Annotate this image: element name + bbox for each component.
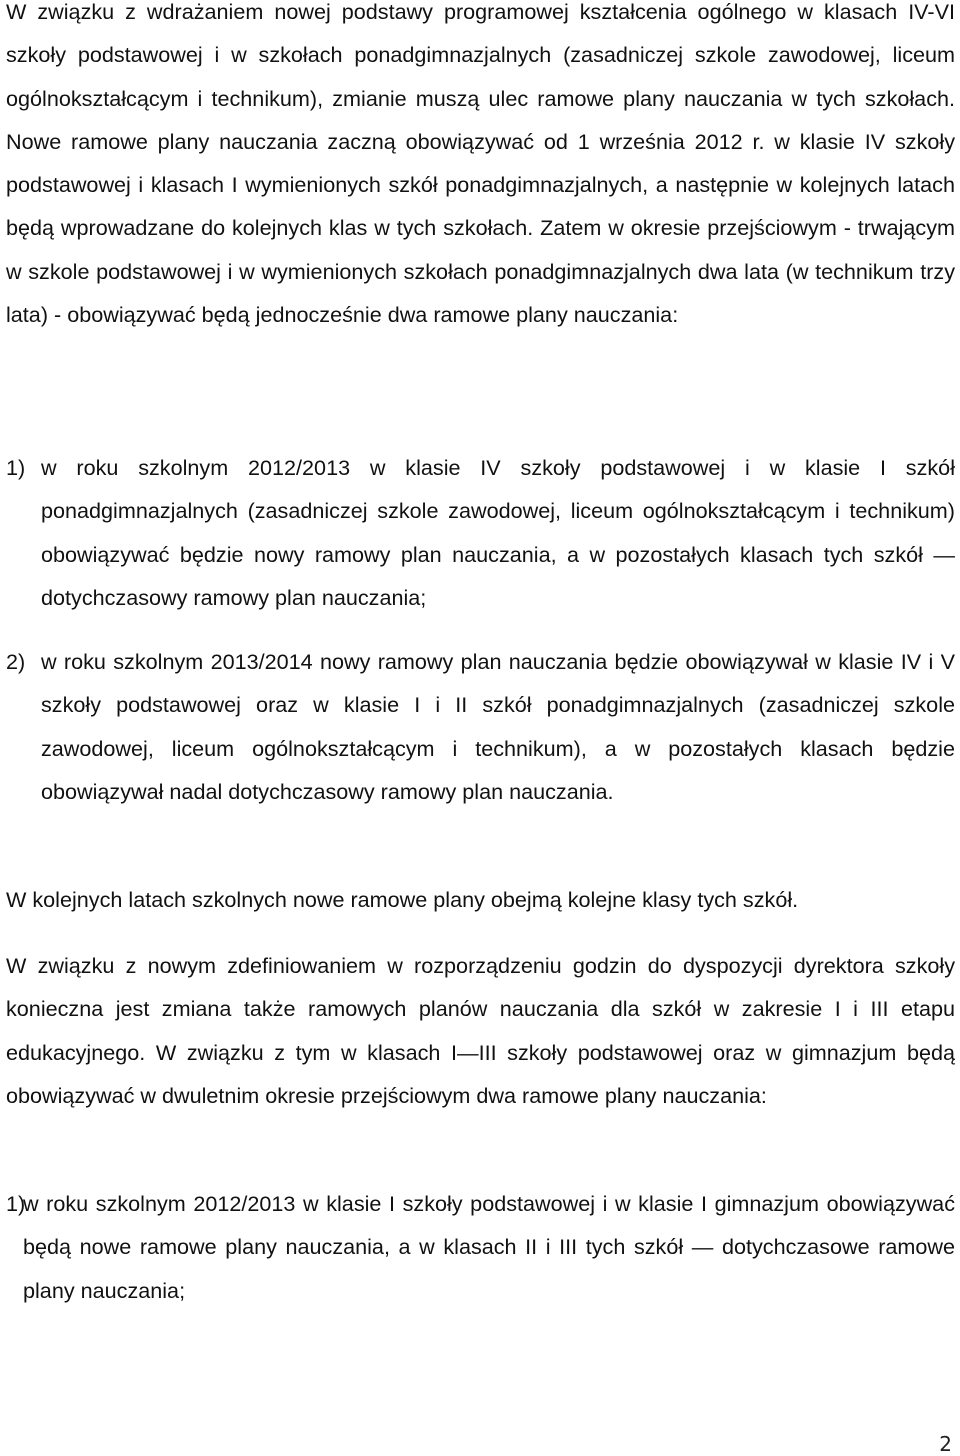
list-item xyxy=(0,1182,960,1312)
list-item-text: w roku szkolnym 2013/2014 nowy ramowy plan nauczania będzie obowiązywał w klasie IV i V szkoły podstawowej oraz w klasie I i II szkół ponadgimnazjalnych (zasadniczej szkole zawodowej, liceum ogólnokształcącym i technikum), a w pozostałych klasach będzie obowiązywał nadal dotychczasowy ramowy plan nauczania. xyxy=(41,649,955,804)
list-item-text: w roku szkolnym 2012/2013 w klasie IV szkoły podstawowej i w klasie I szkół ponadgimnazjalnych (zasadniczej szkole zawodowej, liceum ogólnokształcącym i technikum) obowiązywać będzie nowy ramowy plan nauczania, a w pozostałych klasach tych szkół — dotychczasowy ramowy plan nauczania; xyxy=(41,455,955,610)
transition-list-1 xyxy=(0,446,960,619)
list-item-number: 1) xyxy=(6,455,26,480)
stage-change-paragraph: W związku z nowym zdefiniowaniem w rozporządzeniu godzin do dyspozycji dyrektora szkoły konieczna jest zmiana także ramowych planów nauczania dla szkół w zakresie I i III etapu edukacyjnego. W związku z tym w klasach I—III szkoły podstawowej oraz w gimnazjum będą obowiązywać w dwuletnim okresie przejściowym dwa ramowe plany nauczania: xyxy=(6,953,955,1108)
page-number: 2 xyxy=(939,1432,952,1456)
list-item-number: 2) xyxy=(6,649,26,674)
following-years-paragraph: W kolejnych latach szkolnych nowe ramowe plany obejmą kolejne klasy tych szkół. xyxy=(6,887,799,912)
list-item xyxy=(0,446,960,619)
list-item xyxy=(0,640,960,813)
stage-transition-list xyxy=(0,1182,960,1312)
list-item-text: w roku szkolnym 2012/2013 w klasie I szkoły podstawowej i w klasie I gimnazjum obowiązywać będą nowe ramowe plany nauczania, a w klasach II i III tych szkół — dotychczasowe ramowe plany nauczania; xyxy=(23,1191,955,1303)
transition-list-2 xyxy=(0,640,960,813)
list-item-number: 1) xyxy=(6,1191,26,1216)
intro-paragraph: W związku z wdrażaniem nowej podstawy programowej kształcenia ogólnego w klasach IV-VI szkoły podstawowej i w szkołach ponadgimnazjalnych (zasadniczej szkole zawodowej, liceum ogólnokształcącym i technikum), zmianie muszą ulec ramowe plany nauczania w tych szkołach. Nowe ramowe plany nauczania zaczną obowiązywać od 1 września 2012 r. w klasie IV szkoły podstawowej i klasach I wymienionych szkół ponadgimnazjalnych, a następnie w kolejnych latach będą wprowadzane do kolejnych klas w tych szkołach. Zatem w okresie przejściowym - trwającym w szkole podstawowej i w wymienionych szkołach ponadgimnazjalnych dwa lata (w technikum trzy lata) - obowiązywać będą jednocześnie dwa ramowe plany nauczania: xyxy=(6,0,955,328)
